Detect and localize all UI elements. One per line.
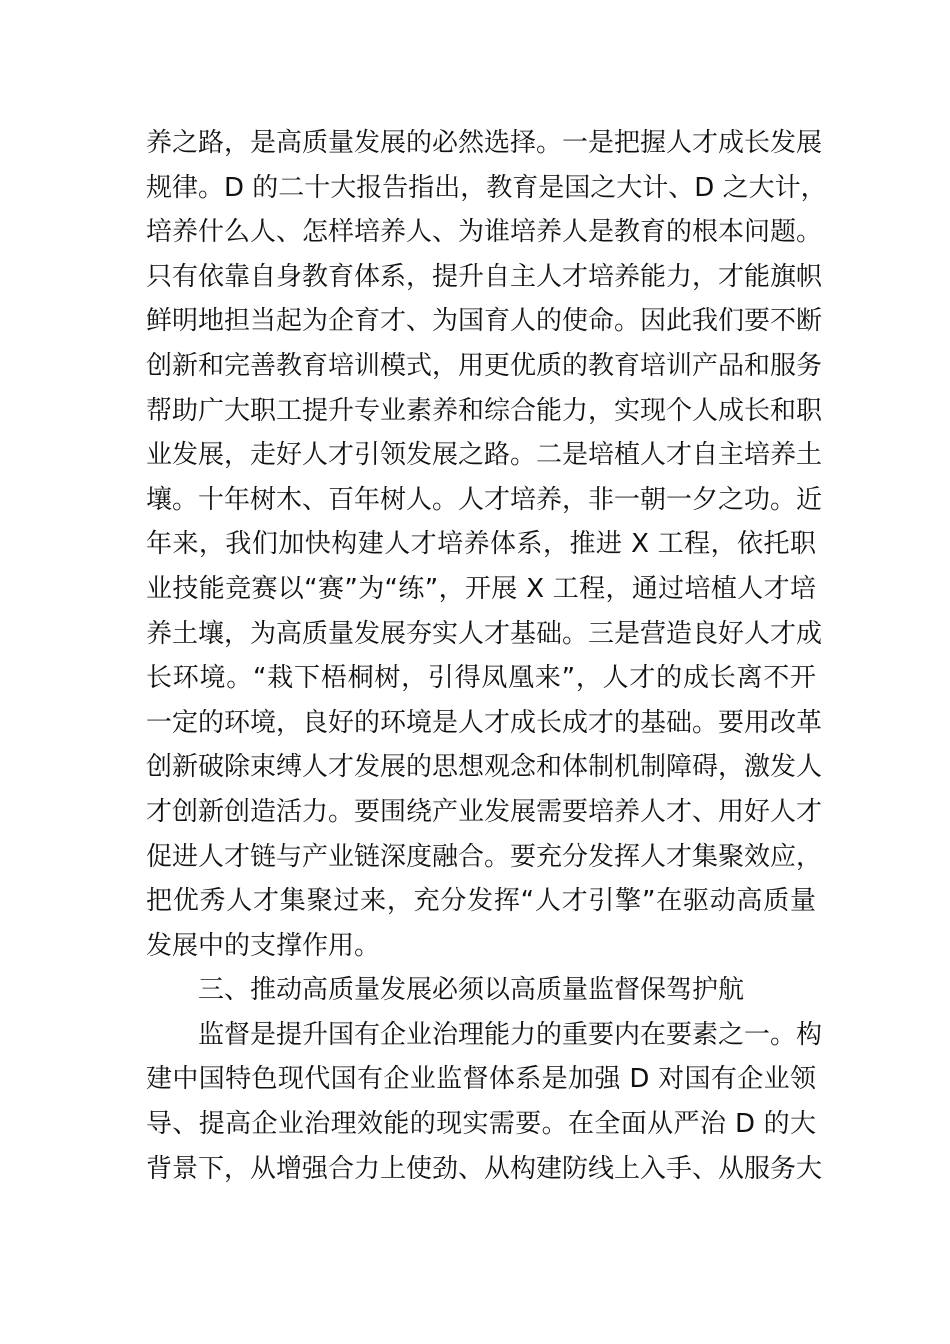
text-line: 创新和完善教育培训模式，用更优质的教育培训产品和服务 [146,350,823,381]
section-heading: 三、推动高质量发展必须以高质量监督保驾护航 [198,975,745,1006]
text-line: 壤。十年树木、百年树人。人才培养，非一朝一夕之功。近 [146,484,823,515]
text-line: 背景下，从增强合力上使劲、从构建防线上入手、从服务大 [146,1153,823,1184]
text-line: 建中国特色现代国有企业监督体系是加强 D 对国有企业领 [146,1064,816,1095]
text-line: 导、提高企业治理效能的现实需要。在全面从严治 D 的大 [146,1109,816,1140]
text-line: 业技能竞赛以“赛”为“练”，开展 X 工程，通过培植人才培 [146,573,816,604]
text-line: 养土壤，为高质量发展夯实人才基础。三是营造良好人才成 [146,618,823,649]
text-line: 一定的环境，良好的环境是人才成长成才的基础。要用改革 [146,707,823,738]
text-line: 监督是提升国有企业治理能力的重要内在要素之一。构 [198,1019,823,1050]
text-line: 把优秀人才集聚过来，充分发挥“人才引擎”在驱动高质量 [146,886,816,917]
text-line: 创新破除束缚人才发展的思想观念和体制机制障碍，激发人 [146,752,823,783]
text-line: 只有依靠自身教育体系，提升自主人才培养能力，才能旗帜 [146,261,823,292]
text-line: 发展中的支撑作用。 [146,930,381,961]
text-line: 年来，我们加快构建人才培养体系，推进 X 工程，依托职 [146,529,816,560]
text-line: 业发展，走好人才引领发展之路。二是培植人才自主培养土 [146,440,823,471]
text-line: 鲜明地担当起为企育才、为国育人的使命。因此我们要不断 [146,306,823,337]
text-line: 养之路，是高质量发展的必然选择。一是把握人才成长发展 [146,128,823,158]
text-line: 促进人才链与产业链深度融合。要充分发挥人才集聚效应， [146,841,823,872]
text-line: 才创新创造活力。要围绕产业发展需要培养人才、用好人才 [146,796,823,827]
text-line: 长环境。“栽下梧桐树，引得凤凰来”，人才的成长离不开 [146,663,816,694]
text-line: 规律。D 的二十大报告指出，教育是国之大计、D 之大计， [146,172,827,203]
document-body [146,121,827,1191]
text-line: 培养什么人、怎样培养人、为谁培养人是教育的根本问题。 [146,217,823,248]
text-line: 帮助广大职工提升专业素养和综合能力，实现个人成长和职 [146,395,823,426]
